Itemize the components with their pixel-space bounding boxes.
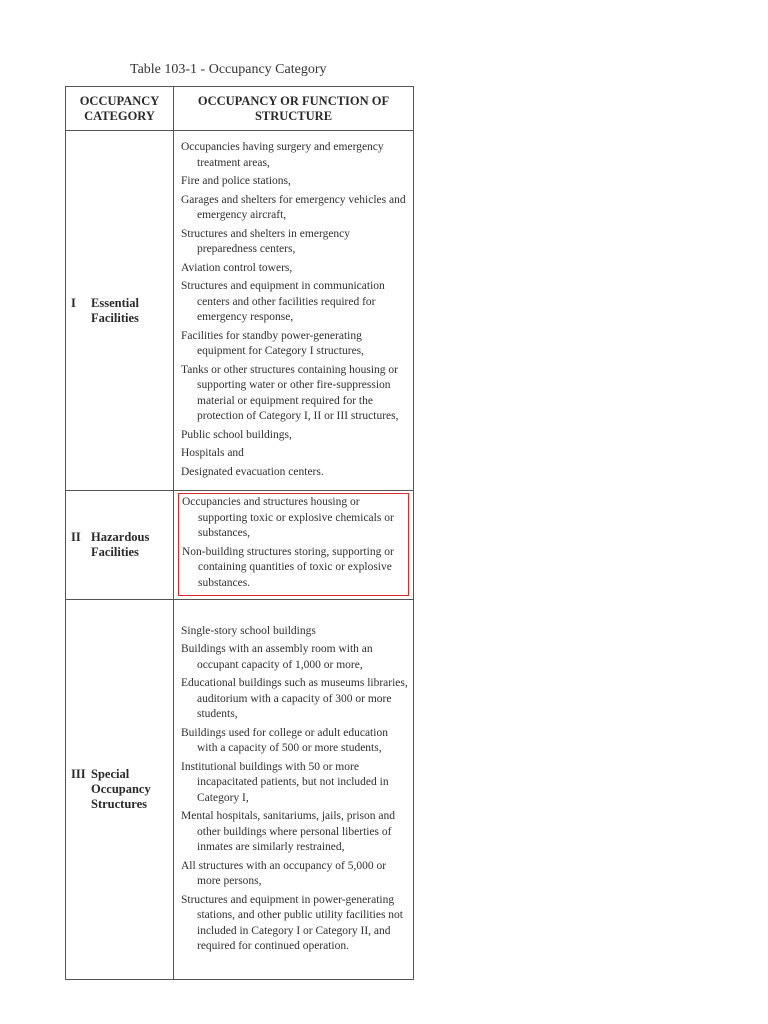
table-caption: Table 103-1 - Occupancy Category [130, 62, 327, 77]
list-item: Fire and police stations, [181, 175, 291, 187]
list-item: Occupancies having surgery and emergency treatment areas, [181, 141, 384, 169]
header-occupancy-category [66, 87, 174, 131]
list-item: Non-building structures storing, supporting or containing quantities of toxic or explosive substances. [182, 545, 394, 589]
list-item: Single-story school buildings [181, 624, 316, 637]
header-col2-line2: STRUCTURE [254, 108, 333, 123]
list-item: Tanks or other structures containing housing or supporting water or other fire-suppression material or equipment required for the protection of Category I, II or III structures, [181, 363, 399, 422]
category-2-name-line1: Hazardous [91, 530, 150, 544]
list-item: Public school buildings, [181, 428, 292, 441]
occupancy-category-table [65, 86, 414, 980]
list-item: Structures and shelters in emergency preparedness centers, [181, 227, 351, 255]
list-item: Garages and shelters for emergency vehicles and emergency aircraft, [181, 193, 406, 221]
category-3-name-line2: Occupancy [91, 782, 151, 796]
category-1-functions [174, 131, 414, 491]
category-3-functions [174, 600, 414, 980]
list-item: Occupancies and structures housing or supporting toxic or explosive chemicals or substances, [182, 496, 394, 539]
list-item: Facilities for standby power-generating equipment for Category I structures, [181, 329, 365, 357]
category-2-functions [174, 491, 414, 600]
category-1-numeral: I [71, 295, 76, 310]
category-1-name-line2: Facilities [91, 310, 139, 325]
header-col1-line2: CATEGORY [84, 108, 155, 123]
list-item: Aviation control towers, [181, 261, 293, 274]
list-item: Structures and equipment in communication centers and other facilities required for emergency response, [181, 280, 385, 323]
list-item: Institutional buildings with 50 or more incapacitated patients, but not included in Category I, [181, 760, 389, 804]
list-item: Hospitals and [181, 447, 244, 459]
category-3-cell [66, 600, 174, 980]
category-3-name-line1: Special [91, 767, 130, 781]
table-header-row [66, 87, 414, 131]
list-item: Mental hospitals, sanitariums, jails, prison and other buildings where personal liberties of inmates are similarly restrained, [181, 810, 396, 853]
category-3-name-line3: Structures [91, 797, 148, 811]
table-row-category-2 [66, 491, 414, 600]
category-3-numeral: III [71, 767, 86, 781]
highlight-box [178, 493, 409, 596]
table-row-category-3 [66, 600, 414, 980]
category-2-name-line2: Facilities [91, 545, 139, 559]
list-item: Designated evacuation centers. [181, 465, 324, 478]
header-occupancy-function [174, 87, 414, 131]
category-1-cell [66, 131, 174, 491]
header-col1-line1: OCCUPANCY [79, 93, 160, 108]
list-item: Buildings used for college or adult education with a capacity of 500 or more students, [181, 726, 388, 754]
category-2-numeral: II [71, 530, 81, 544]
list-item: Structures and equipment in power-generating stations, and other public utility facilities not included in Category I or Category II, and required for continued operation. [181, 893, 404, 952]
header-col2-line1: OCCUPANCY OR FUNCTION OF [197, 93, 390, 108]
table-row-category-1 [66, 131, 414, 491]
list-item: Educational buildings such as museums libraries, auditorium with a capacity of 300 or more students, [181, 677, 408, 720]
category-2-cell [66, 491, 174, 600]
category-1-name-line1: Essential [91, 295, 139, 310]
list-item: Buildings with an assembly room with an occupant capacity of 1,000 or more, [181, 643, 373, 671]
list-item: All structures with an occupancy of 5,000 or more persons, [181, 859, 387, 887]
